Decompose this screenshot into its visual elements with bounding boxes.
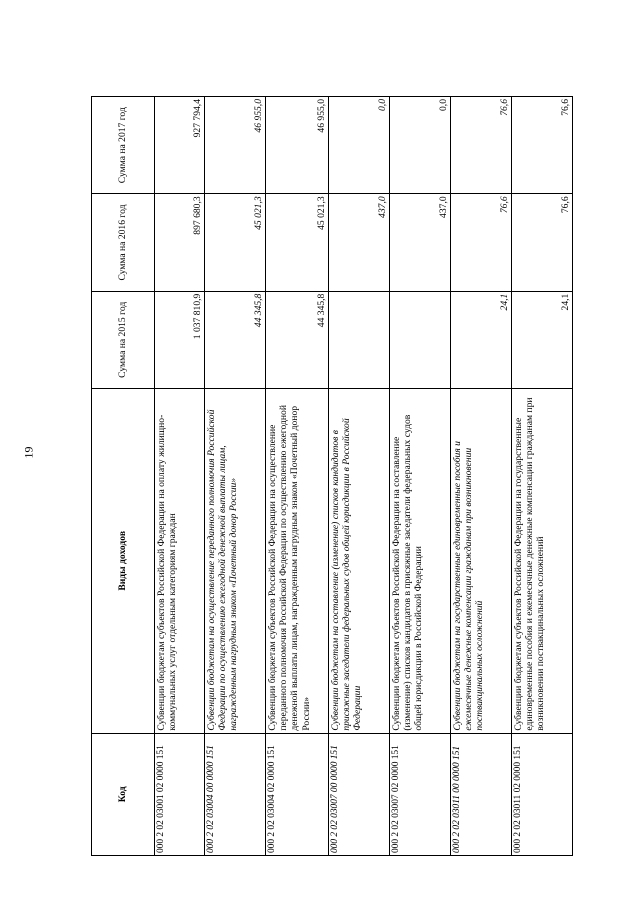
table-row [451, 97, 512, 856]
row-sum-2017: 76,6 [451, 97, 512, 194]
row-sum-2015: 44 345,8 [266, 291, 329, 388]
header-sum-2017: Сумма на 2017 год [92, 97, 155, 194]
table-row [155, 97, 205, 856]
header-code: Код [92, 733, 155, 855]
row-name: Субвенции бюджетам субъектов Российской Федерации на оплату жилищно-коммунальных услуг отдельным категориям граждан [155, 388, 205, 733]
row-sum-2016: 437,0 [390, 194, 451, 291]
revenue-table-container [91, 96, 571, 856]
row-sum-2016: 76,6 [512, 194, 573, 291]
row-sum-2015: 24,1 [451, 291, 512, 388]
row-name: Субвенции бюджетам субъектов Российской Федерации на составление (изменение) списков кандидатов в присяжные заседатели федеральных судов общей юрисдикции в Российской Федерации [390, 388, 451, 733]
row-code: 000 2 02 03004 00 0000 151 [205, 733, 266, 855]
row-sum-2015: 24,1 [512, 291, 573, 388]
row-name: Субвенции бюджетам субъектов Российской Федерации на осуществление переданного полномочия Российской Федерации по осуществлению ежегодной денежной выплаты лицам, награжденным нагрудным знаком «Почетный донор России» [266, 388, 329, 733]
row-name: Субвенции бюджетам на осуществление переданного полномочия Российской Федерации по осуществлению ежегодной денежной выплаты лицам, награжденным нагрудным знаком «Почетный донор России» [205, 388, 266, 733]
row-code: 000 2 02 03011 02 0000 151 [512, 733, 573, 855]
row-sum-2017: 76,6 [512, 97, 573, 194]
header-sum-2016: Сумма на 2016 год [92, 194, 155, 291]
row-sum-2017: 46 955,0 [205, 97, 266, 194]
row-sum-2016: 76,6 [451, 194, 512, 291]
row-name: Субвенции бюджетам субъектов Российской Федерации на государственные единовременные пособия и ежемесячные денежные компенсации гражданам при возникновении поствакцинальных осложнений [512, 388, 573, 733]
row-sum-2017: 46 955,0 [266, 97, 329, 194]
row-code: 000 2 02 03007 00 0000 151 [329, 733, 390, 855]
table-row [266, 97, 329, 856]
row-sum-2015 [390, 291, 451, 388]
row-name: Субвенции бюджетам на государственные единовременные пособия и ежемесячные денежные компенсации гражданам при возникновении поствакцинальных осложнений [451, 388, 512, 733]
table-row [205, 97, 266, 856]
header-name: Виды доходов [92, 388, 155, 733]
table-row [512, 97, 573, 856]
row-sum-2015: 1 037 810,9 [155, 291, 205, 388]
table-row [390, 97, 451, 856]
header-sum-2015: Сумма на 2015 год [92, 291, 155, 388]
table-header-row [92, 97, 155, 856]
row-code: 000 2 02 03011 00 0000 151 [451, 733, 512, 855]
page-number: 19 [21, 446, 36, 459]
row-sum-2017: 0,0 [329, 97, 390, 194]
table-row [329, 97, 390, 856]
row-sum-2016: 45 021,3 [205, 194, 266, 291]
row-sum-2015 [329, 291, 390, 388]
row-code: 000 2 02 03001 02 0000 151 [155, 733, 205, 855]
row-sum-2017: 0,0 [390, 97, 451, 194]
row-sum-2016: 45 021,3 [266, 194, 329, 291]
row-code: 000 2 02 03004 02 0000 151 [266, 733, 329, 855]
row-sum-2016: 897 680,3 [155, 194, 205, 291]
row-name: Субвенции бюджетам на составление (изменение) списков кандидатов в присяжные заседатели федеральных судов общей юрисдикции в Российской Федерации [329, 388, 390, 733]
row-sum-2017: 927 794,4 [155, 97, 205, 194]
row-sum-2016: 437,0 [329, 194, 390, 291]
row-sum-2015: 44 345,8 [205, 291, 266, 388]
row-code: 000 2 02 03007 02 0000 151 [390, 733, 451, 855]
revenue-table [91, 96, 573, 856]
